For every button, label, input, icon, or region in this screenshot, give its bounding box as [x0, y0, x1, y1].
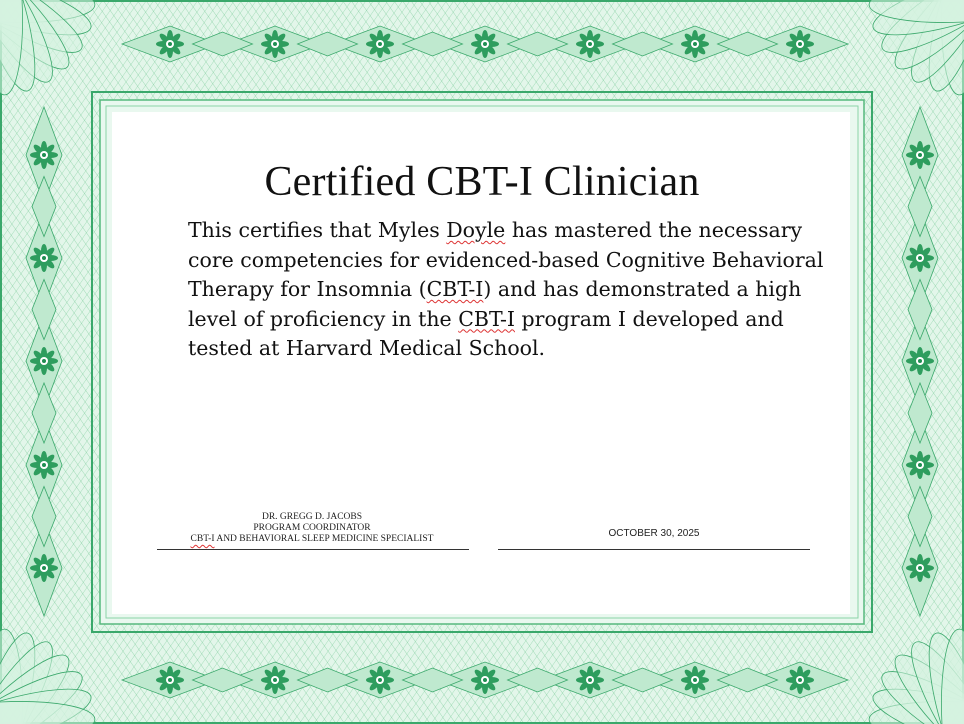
certificate-title: Certified CBT-I Clinician [264, 159, 700, 205]
border-rosette [786, 666, 814, 694]
certificate-statement [188, 216, 843, 364]
border-rosette [30, 554, 58, 582]
border-rosette [906, 244, 934, 272]
border-rosette [681, 30, 709, 58]
border-rosette [30, 347, 58, 375]
certificate-date: OCTOBER 30, 2025 [608, 528, 700, 539]
statement-abbrev: CBT-I [426, 277, 484, 301]
statement-text: program I developed and tested at Harvard Medical School. [188, 306, 784, 360]
border-rosette [261, 666, 289, 694]
signatory-role: PROGRAM COORDINATOR [253, 523, 371, 533]
border-rosette [366, 30, 394, 58]
border-rosette [576, 666, 604, 694]
statement-text: ) and has demonstrated a high level of proficiency in the [188, 277, 802, 331]
border-rosette [471, 666, 499, 694]
specialty-prefix: CBT-I [190, 534, 215, 544]
border-rosette [156, 666, 184, 694]
border-rosette [261, 30, 289, 58]
date-line [498, 549, 810, 550]
border-rosette [30, 244, 58, 272]
border-rosette [906, 141, 934, 169]
signatory-specialty [155, 534, 469, 545]
signatory-block [155, 512, 469, 545]
statement-name: Doyle [446, 218, 506, 242]
border-rosette [906, 451, 934, 479]
border-rosette [576, 30, 604, 58]
certificate-body [112, 112, 850, 614]
border-rosette [471, 30, 499, 58]
signature-line [157, 549, 469, 550]
border-rosette [906, 347, 934, 375]
statement-text: This certifies that Myles [188, 218, 447, 242]
border-rosette [681, 666, 709, 694]
statement-text: has mastered the necessary core competencies for evidenced-based Cognitive Behavioral Therapy for Insomnia ( [188, 218, 824, 301]
border-rosette [906, 554, 934, 582]
signatory-name: DR. GREGG D. JACOBS [261, 512, 363, 522]
border-rosette [30, 141, 58, 169]
border-rosette [30, 451, 58, 479]
border-rosette [366, 666, 394, 694]
border-rosette [156, 30, 184, 58]
statement-abbrev: CBT-I [458, 306, 515, 331]
specialty-rest: AND BEHAVIORAL SLEEP MEDICINE SPECIALIST [214, 534, 434, 544]
border-rosette [786, 30, 814, 58]
